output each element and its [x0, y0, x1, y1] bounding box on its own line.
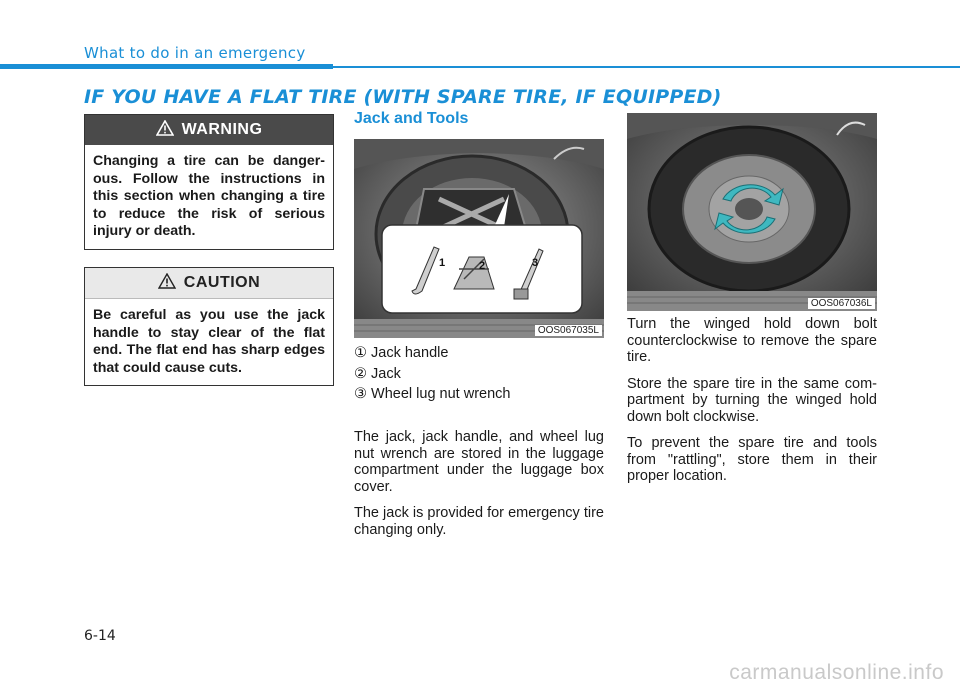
watermark: carmanualsonline.info	[729, 661, 944, 684]
section-title: IF YOU HAVE A FLAT TIRE (WITH SPARE TIRE, IF EQUIPPED)	[84, 86, 722, 108]
parts-list	[354, 345, 510, 407]
image-code: OOS067035L	[535, 325, 602, 336]
jack-usage-paragraph: The jack is provided for emergency tire changing only.	[354, 505, 604, 538]
caution-label: CAUTION	[183, 274, 261, 291]
warning-label: WARNING	[181, 121, 263, 138]
image-code: OOS067036L	[808, 298, 875, 309]
warning-text: Changing a tire can be danger-ous. Follow the instructions in this section when changing a tire to reduce the risk of serious injury or death.	[93, 153, 325, 239]
header-rule-thick	[0, 64, 333, 69]
spare-tire-photo	[627, 113, 877, 311]
warning-triangle-icon	[156, 120, 174, 141]
list-item-jack-handle: ① Jack handle	[354, 345, 449, 361]
page-number: 6-14	[84, 628, 116, 644]
rattling-paragraph: To prevent the spare tire and tools from "rattling", store them in their proper location.	[627, 435, 877, 484]
warning-box	[84, 114, 334, 250]
spare-tire-illustration	[627, 113, 877, 311]
spare-section-body	[627, 316, 877, 495]
caution-header	[85, 268, 333, 299]
chapter-title: What to do in an emergency	[84, 44, 306, 62]
caution-triangle-icon	[158, 273, 176, 294]
jack-and-tools-title: Jack and Tools	[354, 110, 469, 127]
store-spare-paragraph: Store the spare tire in the same com-partment by turning the winged hold down bolt clockwise.	[627, 375, 877, 425]
list-item-jack: ② Jack	[354, 365, 401, 382]
header-rule-thin	[333, 66, 960, 68]
remove-spare-paragraph: Turn the winged hold down bolt counterclockwise to remove the spare tire.	[627, 316, 877, 365]
jack-tools-photo	[354, 139, 604, 338]
jack-storage-paragraph: The jack, jack handle, and wheel lug nut wrench are stored in the luggage compartment under the luggage box cover.	[354, 429, 604, 495]
callout-3: 3	[532, 257, 539, 269]
callout-2: 2	[479, 260, 486, 272]
jack-tools-illustration	[354, 139, 604, 338]
jack-section-body	[354, 429, 604, 548]
list-item-wrench: ③ Wheel lug nut wrench	[354, 386, 511, 402]
caution-text: Be careful as you use the jack handle to stay clear of the flat end. The flat end has sharp edges that could cause cuts.	[93, 307, 325, 376]
caution-box	[84, 267, 334, 386]
callout-1: 1	[439, 257, 446, 269]
warning-header	[85, 115, 333, 145]
